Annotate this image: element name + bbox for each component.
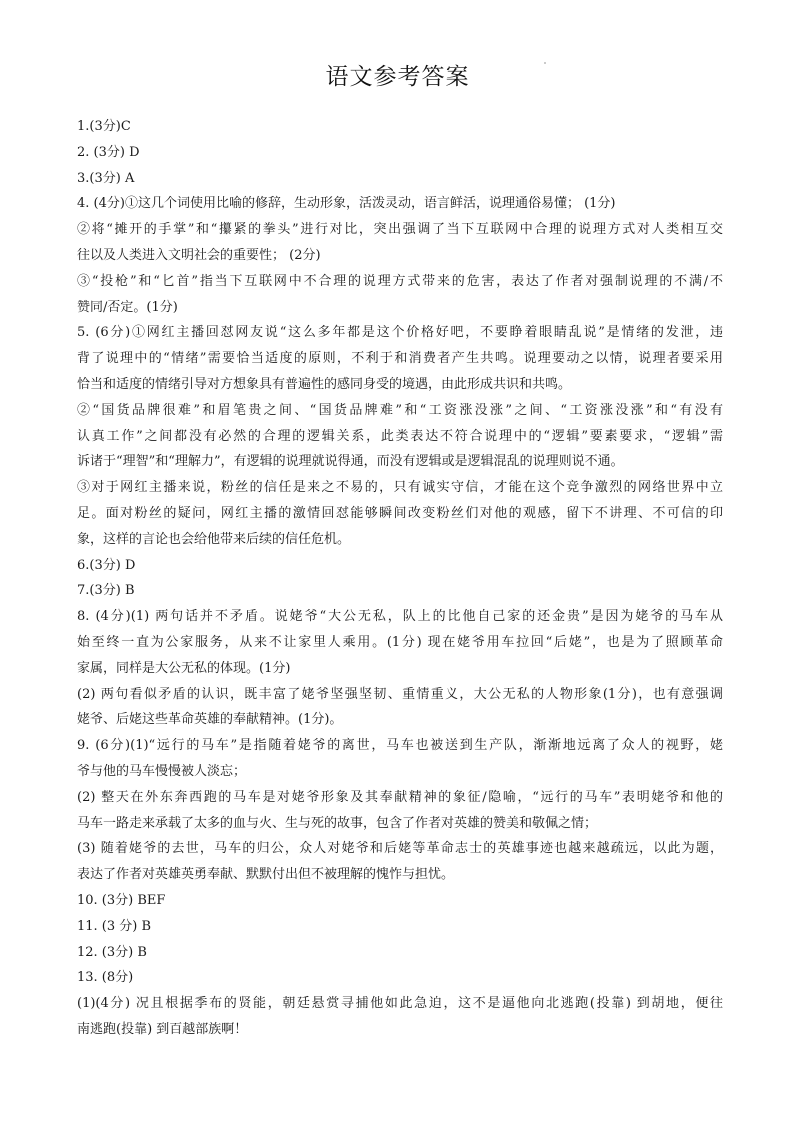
answer-line: ②将“摊开的手掌”和“攥紧的拳头”进行对比，突出强调了当下互联网中合理的说理方式对人类相互交 [77,222,723,238]
answer-line: 姥爷、后姥这些革命英雄的奉献精神。(1分)。 [77,712,343,728]
answer-line: (2) 两句看似矛盾的认识，既丰富了姥爷坚强坚韧、重情重义，大公无私的人物形象(1分)，也有意强调 [77,686,723,702]
answer-line: ②“国货品牌很难”和眉笔贵之间、“国货品牌难”和“工资涨没涨”之间、“工资涨没涨”和“有没有 [77,402,723,418]
answer-line: 1.(3分)C [77,119,131,134]
answer-line: 2. (3分) D [77,144,140,160]
answer-line: 往以及人类进入文明社会的重要性； (2分) [77,247,321,263]
answer-line: 5. (6分)①网红主播回怼网友说“这么多年都是这个价格好吧，不要睁着眼睛乱说”是情绪的发泄，违 [77,325,723,341]
answer-line: 马车一路走来承载了太多的血与火、生与死的故事，包含了作者对英雄的赞美和敬佩之情； [77,815,598,831]
answer-line: (3) 随着姥爷的去世，马车的归公，众人对姥爷和后姥等革命志士的英雄事迹也越来越疏远，以此为题， [77,841,723,857]
answer-line: 8. (4分)(1) 两句话并不矛盾。说姥爷“大公无私，队上的比他自己家的还金贵”是因为姥爷的马车从 [77,609,723,625]
answer-line: 始至终一直为公家服务，从来不让家里人乘用。(1分) 现在姥爷用车拉回“后姥”，也是为了照顾革命 [77,634,723,650]
answer-line: 11. (3 分) B [77,918,152,934]
answer-line: 13. (8分) [77,970,134,986]
answer-line: 认真工作”之间都没有必然的合理的逻辑关系，此类表达不符合说理中的“逻辑”要素要求，“逻辑”需 [77,428,723,444]
answer-line: 10. (3分) BEF [77,892,166,908]
answer-line: 7.(3分) B [77,583,135,599]
answer-line: 南逃跑(投靠) 到百越部族啊！ [77,1021,248,1037]
page-title: 语文参考答案 [325,64,470,90]
answer-line: 3.(3分) A [77,170,135,186]
answer-line: 象，这样的言论也会给他带来后续的信任危机。 [77,531,351,547]
answer-line: (1)(4分) 况且根据季布的贤能，朝廷悬赏寻捕他如此急迫，这不是逼他向北逃跑(投靠) 到胡地，便往 [77,996,723,1012]
answer-content [77,114,723,1043]
answer-line: 赞同/否定。(1分) [77,299,178,315]
answer-line: 家属，同样是大公无私的体现。(1分) [77,660,291,676]
answer-line: 恰当和适度的情绪引导对方想象具有普遍性的感同身受的境遇，由此形成共识和共鸣。 [77,376,572,392]
answer-line: ③“投枪”和“匕首”指当下互联网中不合理的说理方式带来的危害，表达了作者对强制说理的不满/不 [77,273,723,289]
answer-line: 9. (6分)(1)“远行的马车”是指随着姥爷的离世，马车也被送到生产队，渐渐地远离了众人的视野，姥 [77,738,723,754]
answer-line: ③对于网红主播来说，粉丝的信任是来之不易的，只有诚实守信，才能在这个竞争激烈的网络世界中立 [77,480,723,496]
answer-line: 诉诸于“理智”和“理解力”，有逻辑的说理就说得通，而没有逻辑或是逻辑混乱的说理则说不通。 [77,454,624,470]
answer-line: 足。面对粉丝的疑问，网红主播的激情回怼能够瞬间改变粉丝们对他的观感，留下不讲理、不可信的印 [77,505,723,521]
answer-line: 爷与他的马车慢慢被人淡忘； [77,763,247,779]
answer-line: (2) 整天在外东奔西跑的马车是对姥爷形象及其奉献精神的象征/隐喻，“远行的马车”表明姥爷和他的 [77,789,723,805]
answer-line: 6.(3分) D [77,557,136,573]
answer-line: 背了说理中的“情绪”需要恰当适度的原则，不利于和消费者产生共鸣。说理要动之以情，说理者要采用 [77,351,723,367]
answer-line: 12. (3分) B [77,944,147,960]
answer-line: 表达了作者对英雄英勇奉献、默默付出但不被理解的愧怍与担忧。 [77,867,455,883]
answer-line: 4. (4分)①这几个词使用比喻的修辞，生动形象，活泼灵动，语言鲜活，说理通俗易懂； (1分) [77,196,616,212]
